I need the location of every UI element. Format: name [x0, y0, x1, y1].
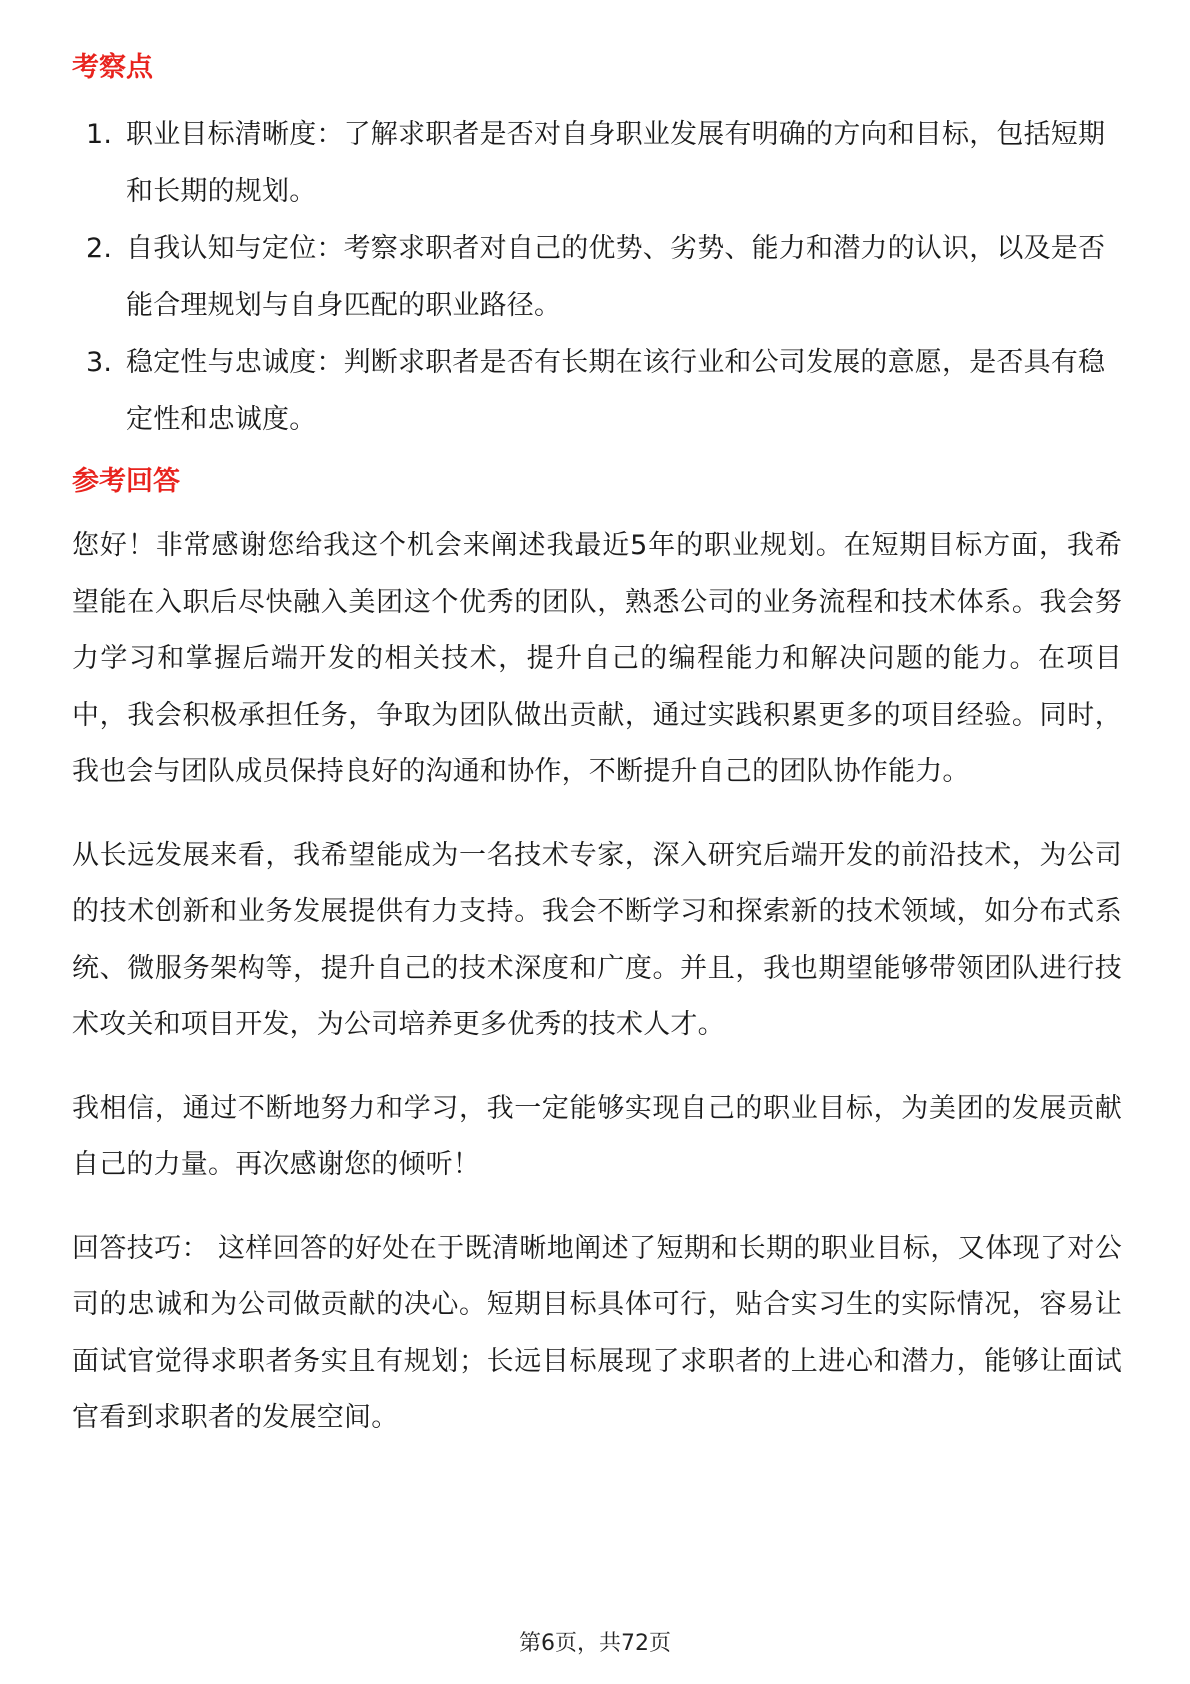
list-item-text: 稳定性与忠诚度：判断求职者是否有长期在该行业和公司发展的意愿，是否具有稳定性和忠诚度。 [126, 347, 1106, 435]
section-title-reference-answer: 参考回答 [72, 466, 180, 497]
answer-tips-paragraph: 回答技巧： 这样回答的好处在于既清晰地阐述了短期和长期的职业目标，又体现了对公司的忠诚和为公司做贡献的决心。短期目标具体可行，贴合实习生的实际情况，容易让面试官觉得求职者务实且有规划；长远目标展现了求职者的上进心和潜力，能够让面试官看到求职者的发展空间。 [72, 1232, 1122, 1433]
page-content [72, 48, 1122, 1474]
answer-paragraph: 您好！非常感谢您给我这个机会来阐述我最近5年的职业规划。在短期目标方面，我希望能在入职后尽快融入美团这个优秀的团队，熟悉公司的业务流程和技术体系。我会努力学习和掌握后端开发的相关技术，提升自己的编程能力和解决问题的能力。在项目中，我会积极承担任务，争取为团队做出贡献，通过实践积累更多的项目经验。同时，我也会与团队成员保持良好的沟通和协作，不断提升自己的团队协作能力。 [72, 530, 1122, 787]
list-item-text: 自我认知与定位：考察求职者对自己的优势、劣势、能力和潜力的认识，以及是否能合理规划与自身匹配的职业路径。 [126, 233, 1106, 321]
section-title-examination-points: 考察点 [72, 52, 153, 83]
page-number: 第6页，共72页 [519, 1631, 671, 1656]
list-item-number: 3. [86, 347, 113, 378]
list-item [72, 220, 1122, 334]
list-item [72, 334, 1122, 448]
answer-paragraph: 从长远发展来看，我希望能成为一名技术专家，深入研究后端开发的前沿技术，为公司的技术创新和业务发展提供有力支持。我会不断学习和探索新的技术领域，如分布式系统、微服务架构等，提升自己的技术深度和广度。并且，我也期望能够带领团队进行技术攻关和项目开发，为公司培养更多优秀的技术人才。 [72, 839, 1122, 1040]
list-item-number: 1. [86, 119, 113, 150]
answer-paragraph: 我相信，通过不断地努力和学习，我一定能够实现自己的职业目标，为美团的发展贡献自己的力量。再次感谢您的倾听！ [72, 1092, 1122, 1180]
list-item [72, 106, 1122, 220]
list-item-number: 2. [86, 233, 113, 264]
examination-points-list [72, 106, 1122, 448]
list-item-text: 职业目标清晰度：了解求职者是否对自身职业发展有明确的方向和目标，包括短期和长期的规划。 [126, 119, 1106, 207]
